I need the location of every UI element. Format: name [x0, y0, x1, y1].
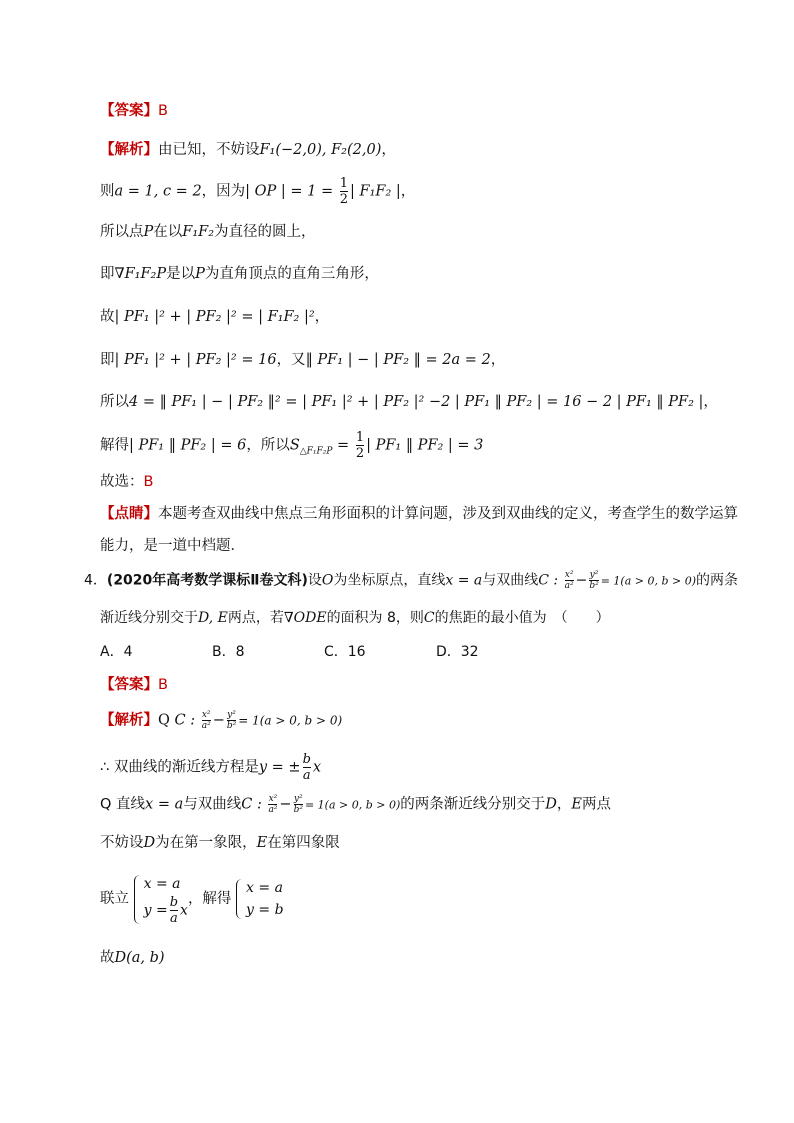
comment-label: 【点睛】	[100, 506, 158, 522]
analysis-line-7: 所以4 = ‖ PF₁ | − | PF₂ ‖² = | PF₁ |² + | PF₂ |² −2 | PF₁ ‖ PF₂ | = 16 − 2 | PF₁ ‖ PF₂ |，	[100, 394, 718, 410]
solution-system: x = a y = b	[236, 877, 284, 921]
analysis-line-6: 即| PF₁ |² + | PF₂ |² = 16，又‖ PF₁ | − | PF₂ ‖ = 2a = 2，	[100, 352, 506, 368]
answer-line-2	[100, 675, 168, 695]
option-d[interactable]: D．32	[436, 644, 479, 660]
analysis-line-8: 解得| PF₁ ‖ PF₂ | = 6，所以$S_{\triangle F_1F_2P}$ = $\frac{1}{2}$ | PF₁ ‖ PF₂ | = 3	[100, 430, 484, 461]
analysis2-line-5: 联立 x = a y = $\frac{b}{a}$ x ，解得 x = a y = b	[100, 866, 284, 932]
question-4-line-1: 4．(2020年高考数学课标Ⅱ卷文科)设O为坐标原点，直线x = a与双曲线C : $\frac{\text{x²}}{\text{a²}}$ − $\frac{\text{y²}}{\text{b²}}$ = 1(a > 0, b > 0)的两条	[84, 570, 739, 591]
answer-label: 【答案】	[100, 677, 158, 693]
option-c[interactable]: C．16	[324, 644, 366, 660]
analysis-line-1: 【解析】由已知，不妨设F₁(−2,0), F₂(2,0)，	[100, 142, 396, 158]
analysis2-line-3: Q 直线x = a与双曲线C : $\frac{\text{x²}}{\text{a²}}$ − $\frac{\text{y²}}{\text{b²}}$ = 1(a > 0, b > 0)的两条渐近线分别交于D，E两点	[100, 794, 611, 815]
analysis-line-2: 则a = 1, c = 2，因为| OP | = 1 = $\frac{1}{2}$ | F₁F₂ |，	[100, 176, 416, 207]
analysis2-line-4: 不妨设D为在第一象限，E在第四象限	[100, 835, 340, 851]
answer-value: B	[158, 103, 168, 119]
answer-value: B	[158, 677, 168, 693]
comment-line-1: 【点睛】本题考查双曲线中焦点三角形面积的计算问题，涉及到双曲线的定义，考查学生的数学运算	[100, 506, 738, 522]
comment-line-2: 能力，是一道中档题．	[100, 538, 245, 554]
question-4-options	[100, 642, 548, 662]
option-a[interactable]: A．4	[100, 644, 133, 660]
analysis-line-5: 故| PF₁ |² + | PF₂ |² = | F₁F₂ |²，	[100, 309, 330, 325]
answer-label: 【答案】	[100, 103, 158, 119]
option-b[interactable]: B．8	[212, 644, 245, 660]
answer-line	[100, 101, 168, 121]
analysis2-line-1: 【解析】Q C : $\frac{\text{x²}}{\text{a²}}$ − $\frac{\text{y²}}{\text{b²}}$ = 1(a > 0, b > 0)	[100, 710, 343, 731]
choice-line: 故选：B	[100, 474, 154, 490]
equation-system: x = a y = $\frac{b}{a}$ x	[134, 873, 188, 926]
analysis-label: 【解析】	[100, 142, 158, 158]
analysis-line-4: 即∇F₁F₂P是以P为直角顶点的直角三角形，	[100, 266, 379, 282]
question-4-line-2: 渐近线分别交于D, E两点，若∇ODE的面积为 8，则C的焦距的最小值为 （ ）	[100, 610, 610, 626]
analysis2-line-2: ∴ 双曲线的渐近线方程是y = ± $\frac{b}{a}$ x	[100, 752, 322, 783]
fraction-half: $\frac{1}{2}$	[339, 176, 349, 207]
analysis-label: 【解析】	[100, 712, 158, 729]
question-source: (2020年高考数学课标Ⅱ卷文科)	[106, 572, 308, 589]
analysis-line-3: 所以点P在以F₁F₂为直径的圆上，	[100, 224, 316, 240]
analysis2-line-6: 故D(a, b)	[100, 950, 165, 966]
fraction-half: $\frac{1}{2}$	[355, 430, 365, 461]
